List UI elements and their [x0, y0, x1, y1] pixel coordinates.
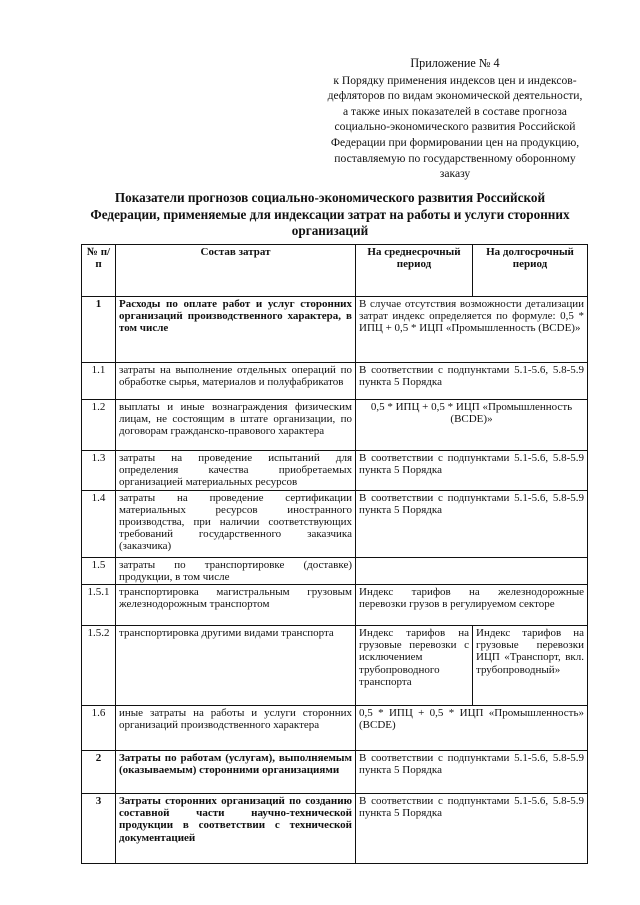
row-value: 0,5 * ИПЦ + 0,5 * ИЦП «Промышленность» (BCDE) [356, 706, 588, 751]
table-row [82, 363, 588, 400]
row-number: 1.1 [82, 363, 116, 400]
row-description: выплаты и иные вознаграждения физическим лицам, не состоящим в штате организации, по договорам гражданско-правового характера [116, 400, 356, 451]
row-value: В соответствии с подпунктами 5.1-5.6, 5.8-5.9 пункта 5 Порядка [356, 451, 588, 491]
row-number: 1.4 [82, 490, 116, 557]
table-row [82, 297, 588, 363]
row-description: затраты на выполнение отдельных операций по обработке сырья, материалов и полуфабрикатов [116, 363, 356, 400]
table-row [82, 626, 588, 706]
row-description: затраты на проведение испытаний для определения качества приобретаемых организацией материальных ресурсов [116, 451, 356, 491]
row-description: транспортировка магистральным грузовым железнодорожным транспортом [116, 585, 356, 626]
header-long-term: На долгосрочный период [473, 245, 588, 297]
table-row [82, 794, 588, 864]
appendix-line: Федерации при формировании цен на продукцию, [330, 135, 580, 149]
header-composition: Состав затрат [116, 245, 356, 297]
row-value: В случае отсутствия возможности детализации затрат индекс определяется по формуле: 0,5 * ИПЦ + 0,5 * ИЦП «Промышленность (BCDE)» [356, 297, 588, 363]
row-description: Затраты сторонних организаций по созданию составной части научно-технической продукции в соответствии с технической документацией [116, 794, 356, 864]
row-number: 1.5.1 [82, 585, 116, 626]
row-description: Затраты по работам (услугам), выполняемым (оказываемым) сторонними организациями [116, 751, 356, 794]
row-number: 1.6 [82, 706, 116, 751]
row-number: 1.2 [82, 400, 116, 451]
table-header-row [82, 245, 588, 297]
row-value: В соответствии с подпунктами 5.1-5.6, 5.8-5.9 пункта 5 Порядка [356, 490, 588, 557]
row-description: Расходы по оплате работ и услуг сторонних организаций производственного характера, в том числе [116, 297, 356, 363]
row-value [356, 557, 588, 584]
document-title-line: организаций [291, 223, 369, 239]
row-value: В соответствии с подпунктами 5.1-5.6, 5.8-5.9 пункта 5 Порядка [356, 363, 588, 400]
row-number: 2 [82, 751, 116, 794]
row-number: 1.3 [82, 451, 116, 491]
row-value: В соответствии с подпунктами 5.1-5.6, 5.8-5.9 пункта 5 Порядка [356, 751, 588, 794]
appendix-line: дефляторов по видам экономической деятельности, [327, 89, 583, 103]
header-medium-term: На среднесрочный период [356, 245, 473, 297]
table-row [82, 585, 588, 626]
row-description: иные затраты на работы и услуги сторонних организаций производственного характера [116, 706, 356, 751]
appendix-line: заказу [439, 167, 471, 181]
appendix-line: а также иных показателей в составе прогноза [343, 104, 567, 118]
cost-indicators-table [81, 244, 588, 864]
table-row [82, 451, 588, 491]
row-number: 3 [82, 794, 116, 864]
row-number: 1.5 [82, 557, 116, 584]
document-title [60, 190, 600, 240]
row-description: затраты по транспортировке (доставке) продукции, в том числе [116, 557, 356, 584]
appendix-title: Приложение № 4 [410, 56, 500, 70]
table-row [82, 751, 588, 794]
row-value: 0,5 * ИПЦ + 0,5 * ИЦП «Промышленность (BCDE)» [356, 400, 588, 451]
document-title-line: Показатели прогнозов социально-экономического развития Российской [114, 190, 546, 205]
header-num: № п/п [82, 245, 116, 297]
row-value-medium: Индекс тарифов на грузовые перевозки с исключением трубопроводного транспорта [356, 626, 473, 706]
row-description: затраты на проведение сертификации материальных ресурсов иностранного производства, при наличии соответствующих требований государственного заказчика (заказчика) [116, 490, 356, 557]
row-number: 1 [82, 297, 116, 363]
table-row [82, 706, 588, 751]
table-row [82, 557, 588, 584]
row-number: 1.5.2 [82, 626, 116, 706]
table-row [82, 490, 588, 557]
document-title-line: Федерации, применяемые для индексации затрат на работы и услуги сторонних [90, 206, 570, 222]
appendix-line: поставляемую по государственному оборонному [334, 151, 576, 165]
row-value-long: Индекс тарифов на грузовые перевозки ИЦП «Транспорт, вкл. трубопроводный» [473, 626, 588, 706]
table-row [82, 400, 588, 451]
row-value: Индекс тарифов на железнодорожные перевозки грузов в регулируемом секторе [356, 585, 588, 626]
row-value: В соответствии с подпунктами 5.1-5.6, 5.8-5.9 пункта 5 Порядка [356, 794, 588, 864]
row-description: транспортировка другими видами транспорта [116, 626, 356, 706]
appendix-line: к Порядку применения индексов цен и индексов- [333, 73, 577, 87]
appendix-block [300, 56, 610, 182]
appendix-line: социально-экономического развития Российской [334, 120, 576, 134]
